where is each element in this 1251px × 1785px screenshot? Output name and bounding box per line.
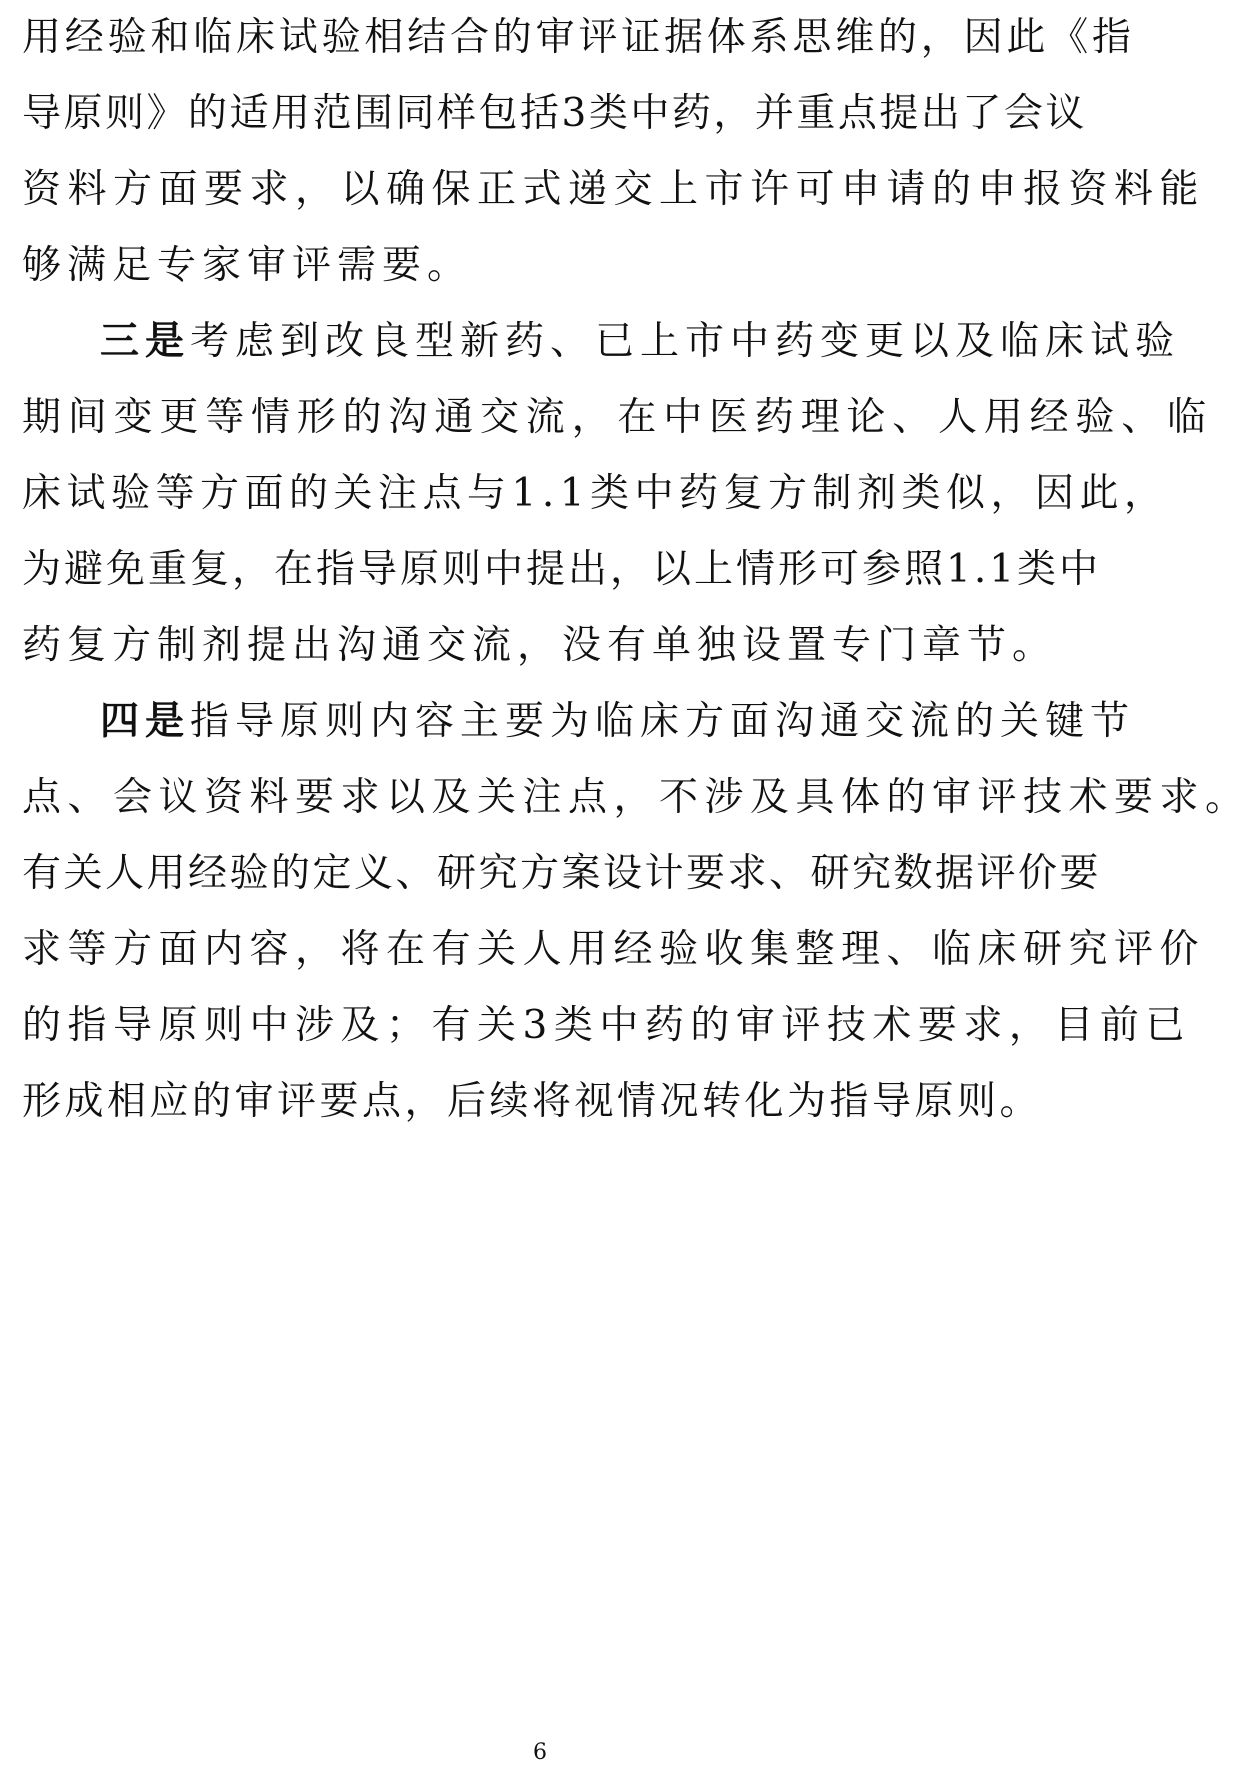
text-line: 导原则》的适用范围同样包括3类中药，并重点提出了会议: [22, 91, 1087, 136]
text-line: 有关人用经验的定义、研究方案设计要求、研究数据评价要: [22, 851, 1102, 896]
page-number: 6: [533, 1740, 547, 1765]
text-line: 用经验和临床试验相结合的审评证据体系思维的，因此《指: [22, 15, 1135, 60]
text-line: 形成相应的审评要点，后续将视情况转化为指导原则。: [22, 1079, 1043, 1124]
paragraph-fourth-first-line: [22, 684, 1136, 760]
text-line: 指导原则内容主要为临床方面沟通交流的关键节: [190, 699, 1136, 744]
text-line: 期间变更等情形的沟通交流，在中医药理论、人用经验、临: [22, 395, 1213, 440]
text-line: 够满足专家审评需要。: [22, 243, 473, 288]
text-line: 求等方面内容，将在有关人用经验收集整理、临床研究评价: [22, 927, 1206, 972]
lead-label-third: 三是: [100, 319, 191, 364]
text-line: 资料方面要求，以确保正式递交上市许可申请的申报资料能: [22, 167, 1206, 212]
body-text: [22, 0, 1251, 1140]
text-line: 床试验等方面的关注点与1.1类中药复方制剂类似，因此，: [22, 471, 1169, 516]
paragraph-third-first-line: [22, 304, 1181, 380]
text-line: 考虑到改良型新药、已上市中药变更以及临床试验: [190, 319, 1181, 364]
text-line: 的指导原则中涉及；有关3类中药的审评技术要求，目前已: [22, 1003, 1191, 1048]
lead-label-fourth: 四是: [100, 699, 191, 744]
text-line: 为避免重复，在指导原则中提出，以上情形可参照1.1类中: [22, 547, 1102, 592]
text-line: 药复方制剂提出沟通交流，没有单独设置专门章节。: [22, 623, 1058, 668]
text-line: 点、会议资料要求以及关注点，不涉及具体的审评技术要求。: [22, 775, 1251, 820]
